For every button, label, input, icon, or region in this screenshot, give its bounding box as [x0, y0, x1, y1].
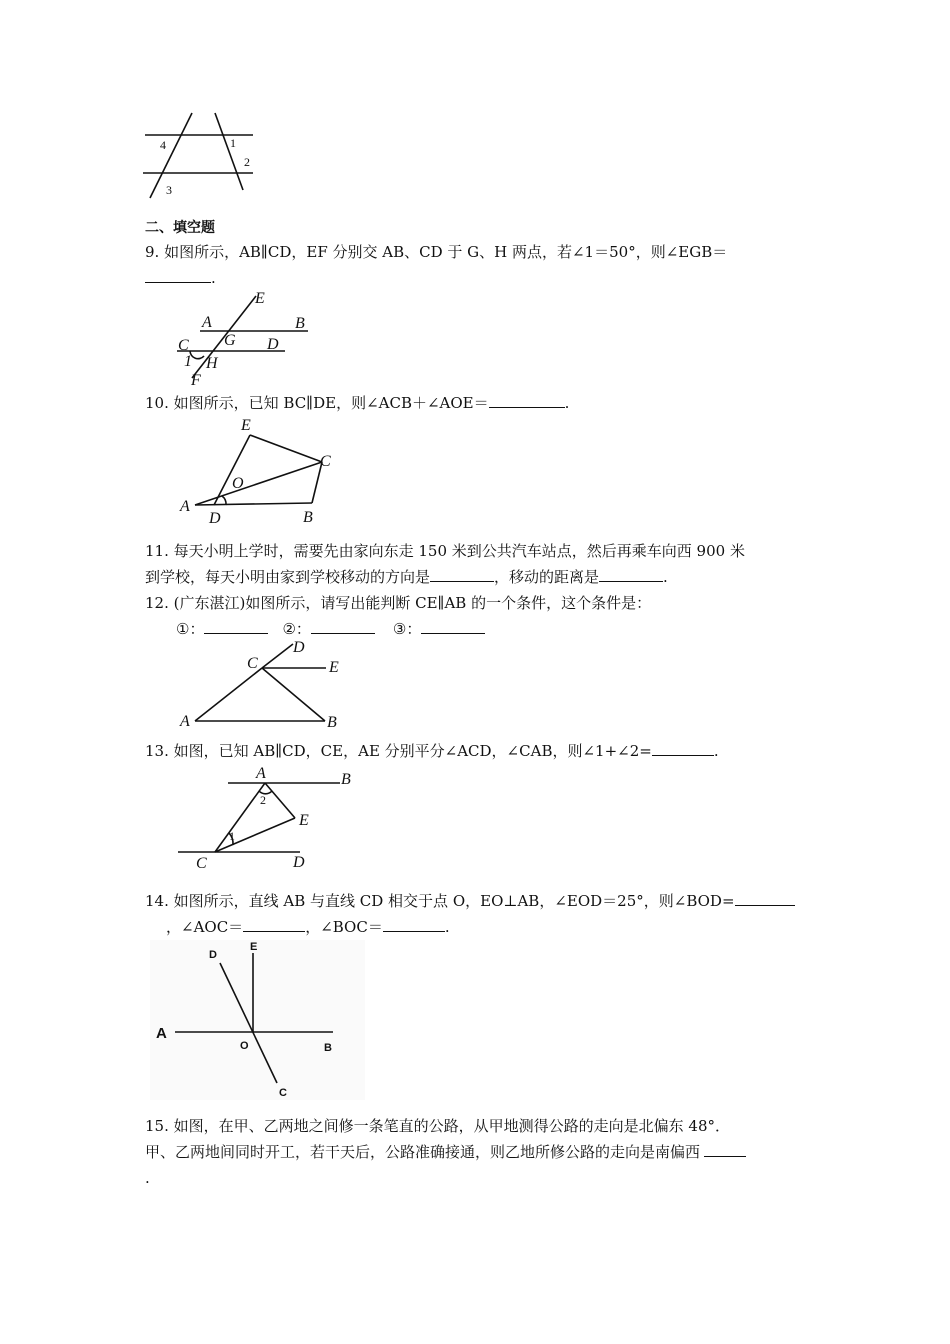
label-1: 1	[184, 353, 192, 370]
label-E: E	[255, 290, 265, 307]
answer-blank[interactable]	[704, 1142, 746, 1157]
label-C: C	[196, 855, 207, 872]
label-2: 2	[260, 793, 266, 807]
q11-part1: 到学校，每天小明由家到学校移动的方向是	[145, 568, 431, 586]
q9-answer-line	[145, 268, 216, 288]
period: .	[663, 568, 668, 586]
q11-text-line2	[145, 567, 668, 587]
answer-blank-distance[interactable]	[599, 567, 663, 582]
label-A: A	[256, 765, 266, 782]
answer-blank-bod[interactable]	[735, 891, 795, 906]
q15-text-line1: 15. 如图，在甲、乙两地之间修一条笔直的公路，从甲地测得公路的走向是北偏东 48°．	[145, 1117, 730, 1135]
label-D: D	[209, 510, 221, 527]
label-A: A	[180, 713, 190, 730]
label-B: B	[327, 714, 337, 731]
label-1: 1	[230, 136, 236, 150]
q14-part1: ，∠AOC＝	[166, 918, 244, 936]
q11-text-line1: 11. 每天小明上学时，需要先由家向东走 150 米到公共汽车站点，然后再乘车向西 900 米	[145, 542, 745, 560]
section-title: 二、填空题	[145, 220, 215, 236]
answer-blank-boc[interactable]	[383, 917, 445, 932]
answer-blank-direction[interactable]	[430, 567, 494, 582]
label-1: 1	[229, 829, 235, 843]
label-D: D	[267, 336, 279, 353]
q9-text: 9. 如图所示，AB∥CD，EF 分别交 AB、CD 于 G、H 两点，若∠1＝50°，则∠EGB＝	[145, 243, 728, 261]
answer-blank[interactable]	[652, 741, 714, 756]
label-A: A	[156, 1025, 167, 1042]
label-B: B	[324, 1042, 332, 1054]
label-B: B	[295, 315, 305, 332]
answer-blank-aoc[interactable]	[243, 917, 305, 932]
q15-question: 甲、乙两地间同时开工，若干天后，公路准确接通，则乙地所修公路的走向是南偏西	[145, 1143, 701, 1161]
label-A: A	[202, 314, 212, 331]
label-E: E	[241, 417, 251, 434]
answer-blank[interactable]	[145, 268, 211, 283]
q14-part2: ，∠BOC＝	[305, 918, 383, 936]
q12-conditions	[176, 619, 485, 639]
label-4: 4	[160, 138, 166, 152]
q14-question: 14. 如图所示，直线 AB 与直线 CD 相交于点 O，EO⊥AB，∠EOD＝25°，则∠BOD=	[145, 892, 735, 910]
label-C: C	[178, 337, 189, 354]
period: .	[564, 394, 570, 412]
label-A: A	[180, 498, 190, 515]
condition-2-label: ②：	[282, 620, 311, 638]
label-C: C	[320, 453, 331, 470]
condition-3-label: ③：	[392, 620, 422, 638]
label-E: E	[299, 812, 309, 829]
label-O: O	[232, 475, 244, 492]
label-B: B	[303, 509, 313, 526]
label-F: F	[191, 372, 201, 389]
q13-text	[145, 741, 719, 761]
condition-1-label: ①：	[176, 620, 205, 638]
condition-1-blank[interactable]	[204, 619, 268, 634]
label-2: 2	[244, 155, 250, 169]
q10-text	[145, 393, 569, 413]
label-C: C	[247, 655, 258, 672]
label-B: B	[341, 771, 351, 788]
label-E: E	[329, 659, 339, 676]
label-3: 3	[166, 183, 172, 197]
answer-blank[interactable]	[489, 393, 565, 408]
q11-part2: ，移动的距离是	[494, 568, 600, 586]
label-E: E	[250, 941, 258, 953]
label-H: H	[206, 355, 218, 372]
label-D: D	[293, 639, 305, 656]
condition-2-blank[interactable]	[311, 619, 375, 634]
label-D: D	[209, 949, 217, 961]
condition-3-blank[interactable]	[421, 619, 485, 634]
label-G: G	[224, 332, 236, 349]
q10-question: 10. 如图所示，已知 BC∥DE，则∠ACB＋∠AOE＝	[145, 394, 489, 412]
label-D: D	[293, 854, 305, 871]
label-C: C	[279, 1087, 287, 1099]
q14-text-line1	[145, 891, 795, 911]
q12-text: 12. (广东湛江)如图所示，请写出能判断 CE∥AB 的一个条件，这个条件是：	[145, 594, 652, 612]
period: .	[444, 918, 450, 936]
q15-text-line2	[145, 1142, 746, 1162]
label-O: O	[240, 1040, 249, 1052]
period: .	[713, 742, 719, 760]
period: .	[211, 269, 216, 287]
q14-text-line2	[166, 917, 450, 937]
q13-question: 13. 如图，已知 AB∥CD，CE，AE 分别平分∠ACD，∠CAB，则∠1+∠2=	[145, 742, 652, 760]
q15-text-line3: .	[145, 1169, 150, 1187]
